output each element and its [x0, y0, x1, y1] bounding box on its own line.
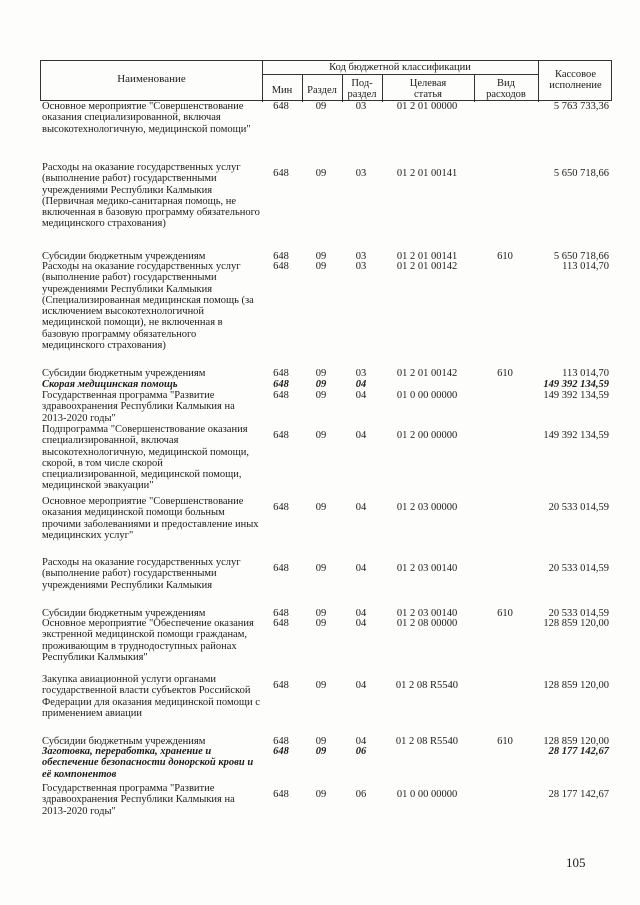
row-celevaya: 01 2 01 00142 [396, 261, 458, 272]
row-vid: 610 [497, 736, 513, 747]
row-name: Расходы на оказание государственных услуг (выполнение работ) государственными учреждениями Республики Калмыкия [42, 557, 241, 591]
row-sum: 128 859 120,00 [543, 680, 609, 691]
row-podrazdel: 04 [355, 563, 367, 574]
row-sum: 113 014,70 [562, 368, 609, 379]
row-name: Основное мероприятие "Обеспечение оказания экстренной медицинской помощи гражданам, проживающим в труднодоступных районах Республики Калмыкия" [42, 618, 254, 663]
header-code-group: Код бюджетной классификации [329, 62, 471, 73]
header-cash: Кассовое исполнение [549, 69, 602, 91]
row-min: 648 [273, 251, 289, 262]
header-name: Наименование [117, 73, 186, 85]
row-podrazdel: 04 [355, 379, 367, 390]
row-min: 648 [273, 563, 289, 574]
row-min: 648 [273, 101, 289, 112]
row-sum: 128 859 120,00 [543, 618, 609, 629]
row-razdel: 09 [315, 746, 327, 757]
row-celevaya: 01 2 01 00141 [396, 168, 458, 179]
table-header [40, 60, 612, 101]
row-podrazdel: 06 [355, 789, 367, 800]
row-podrazdel: 03 [355, 251, 367, 262]
row-podrazdel: 04 [355, 618, 367, 629]
row-min: 648 [273, 502, 289, 513]
row-podrazdel: 03 [355, 368, 367, 379]
row-podrazdel: 04 [355, 430, 367, 441]
row-razdel: 09 [315, 608, 327, 619]
table-row [40, 101, 612, 162]
row-name: Закупка авиационной услуги органами государственной власти субъектов Российской Федерации для оказания медицинской помощи с применением авиации [42, 674, 260, 719]
row-name: Государственная программа "Развитие здравоохранения Республики Калмыкия на 2013-2020 годы" [42, 783, 235, 817]
row-sum: 149 392 134,59 [543, 390, 609, 401]
row-razdel: 09 [315, 502, 327, 513]
table-row [40, 746, 612, 783]
row-razdel: 09 [315, 430, 327, 441]
row-razdel: 09 [315, 390, 327, 401]
table-row [40, 618, 612, 674]
row-name: Основное мероприятие "Совершенствование оказания медицинской помощи больным прочими заболеваниями и предоставление иных медицинских услуг" [42, 496, 259, 541]
row-razdel: 09 [315, 563, 327, 574]
row-sum: 128 859 120,00 [543, 736, 609, 747]
row-min: 648 [273, 736, 289, 747]
row-sum: 113 014,70 [562, 261, 609, 272]
row-celevaya: 01 2 00 00000 [396, 430, 458, 441]
row-celevaya: 01 2 01 00142 [396, 368, 458, 379]
row-name: Расходы на оказание государственных услуг (выполнение работ) государственными учреждениями Республики Калмыкия (Первичная медико-санитарная помощь, не включенная в базовую программу обязательного медицинского страхования) [42, 162, 260, 230]
row-min: 648 [273, 789, 289, 800]
row-sum: 149 392 134,59 [543, 430, 609, 441]
row-min: 648 [273, 261, 289, 272]
row-name: Субсидии бюджетным учреждениям [42, 368, 206, 379]
row-celevaya: 01 2 08 00000 [396, 618, 458, 629]
row-razdel: 09 [315, 261, 327, 272]
row-name: Скорая медицинская помощь [42, 379, 178, 390]
row-celevaya: 01 2 03 00140 [396, 563, 458, 574]
row-name: Расходы на оказание государственных услуг (выполнение работ) государственными учреждениями Республики Калмыкия (Специализированная медицинская помощь (за исключением высокотехнологичной медицинской помощи), не включенная в базовую программу обязательного медицинского страхования) [42, 261, 254, 352]
row-podrazdel: 03 [355, 168, 367, 179]
table-row [40, 496, 612, 557]
row-razdel: 09 [315, 251, 327, 262]
row-vid: 610 [497, 608, 513, 619]
row-podrazdel: 03 [355, 101, 367, 112]
table-row [40, 608, 612, 618]
row-name: Субсидии бюджетным учреждениям [42, 736, 206, 747]
row-sum: 20 533 014,59 [548, 563, 609, 574]
table-row [40, 162, 612, 251]
row-razdel: 09 [315, 379, 327, 390]
header-vid: Вид расходов [486, 78, 526, 100]
row-min: 648 [273, 608, 289, 619]
row-podrazdel: 04 [355, 736, 367, 747]
row-name: Субсидии бюджетным учреждениям [42, 608, 206, 619]
row-celevaya: 01 2 08 R5540 [395, 680, 459, 691]
row-celevaya: 01 0 00 00000 [396, 390, 458, 401]
table-row [40, 379, 612, 390]
row-min: 648 [273, 680, 289, 691]
row-podrazdel: 04 [355, 390, 367, 401]
table-row [40, 557, 612, 608]
row-min: 648 [273, 746, 289, 757]
table-row [40, 736, 612, 746]
row-min: 648 [273, 430, 289, 441]
row-celevaya: 01 2 01 00000 [396, 101, 458, 112]
row-podrazdel: 06 [355, 746, 367, 757]
row-sum: 149 392 134,59 [543, 379, 609, 390]
table-row [40, 251, 612, 261]
row-name: Субсидии бюджетным учреждениям [42, 251, 206, 262]
row-min: 648 [273, 390, 289, 401]
row-razdel: 09 [315, 101, 327, 112]
header-podrazdel: Под- раздел [347, 78, 377, 100]
row-razdel: 09 [315, 789, 327, 800]
table-row [40, 424, 612, 496]
row-podrazdel: 04 [355, 608, 367, 619]
row-sum: 28 177 142,67 [548, 789, 609, 800]
row-sum: 5 763 733,36 [553, 101, 609, 112]
table-row [40, 261, 612, 368]
row-sum: 5 650 718,66 [553, 251, 609, 262]
row-sum: 20 533 014,59 [548, 502, 609, 513]
table-row [40, 390, 612, 424]
row-min: 648 [273, 618, 289, 629]
row-razdel: 09 [315, 618, 327, 629]
row-sum: 5 650 718,66 [553, 168, 609, 179]
row-podrazdel: 04 [355, 680, 367, 691]
page-number: 105 [566, 855, 586, 870]
header-min: Мин [271, 85, 293, 96]
row-celevaya: 01 2 03 00000 [396, 502, 458, 513]
row-podrazdel: 03 [355, 261, 367, 272]
row-celevaya: 01 0 00 00000 [396, 789, 458, 800]
row-vid: 610 [497, 251, 513, 262]
table-row [40, 674, 612, 736]
header-razdel: Раздел [307, 85, 337, 96]
row-celevaya: 01 2 03 00140 [396, 608, 458, 619]
row-sum: 20 533 014,59 [548, 608, 609, 619]
row-celevaya: 01 2 01 00141 [396, 251, 458, 262]
row-name: Подпрограмма "Совершенствование оказания специализированной, включая высокотехнологичную, медицинской помощи, скорой, в том числе скорой специализированной, медицинской помощи, медицинской эвакуации" [42, 424, 249, 492]
row-min: 648 [273, 368, 289, 379]
table-row [40, 783, 612, 823]
row-min: 648 [273, 168, 289, 179]
table-body [40, 101, 612, 823]
row-celevaya: 01 2 08 R5540 [395, 736, 459, 747]
row-min: 648 [273, 379, 289, 390]
row-name: Заготовка, переработка, хранение и обеспечение безопасности донорской крови и её компонентов [42, 746, 254, 780]
header-celevaya: Целевая статья [409, 78, 447, 100]
row-name: Государственная программа "Развитие здравоохранения Республики Калмыкия на 2013-2020 годы" [42, 390, 235, 424]
row-razdel: 09 [315, 368, 327, 379]
row-razdel: 09 [315, 168, 327, 179]
row-podrazdel: 04 [355, 502, 367, 513]
row-sum: 28 177 142,67 [548, 746, 609, 757]
row-razdel: 09 [315, 736, 327, 747]
row-name: Основное мероприятие "Совершенствование оказания специализированной, включая высокотехнологичную, медицинской помощи" [42, 101, 251, 135]
table-row [40, 368, 612, 379]
row-vid: 610 [497, 368, 513, 379]
row-razdel: 09 [315, 680, 327, 691]
